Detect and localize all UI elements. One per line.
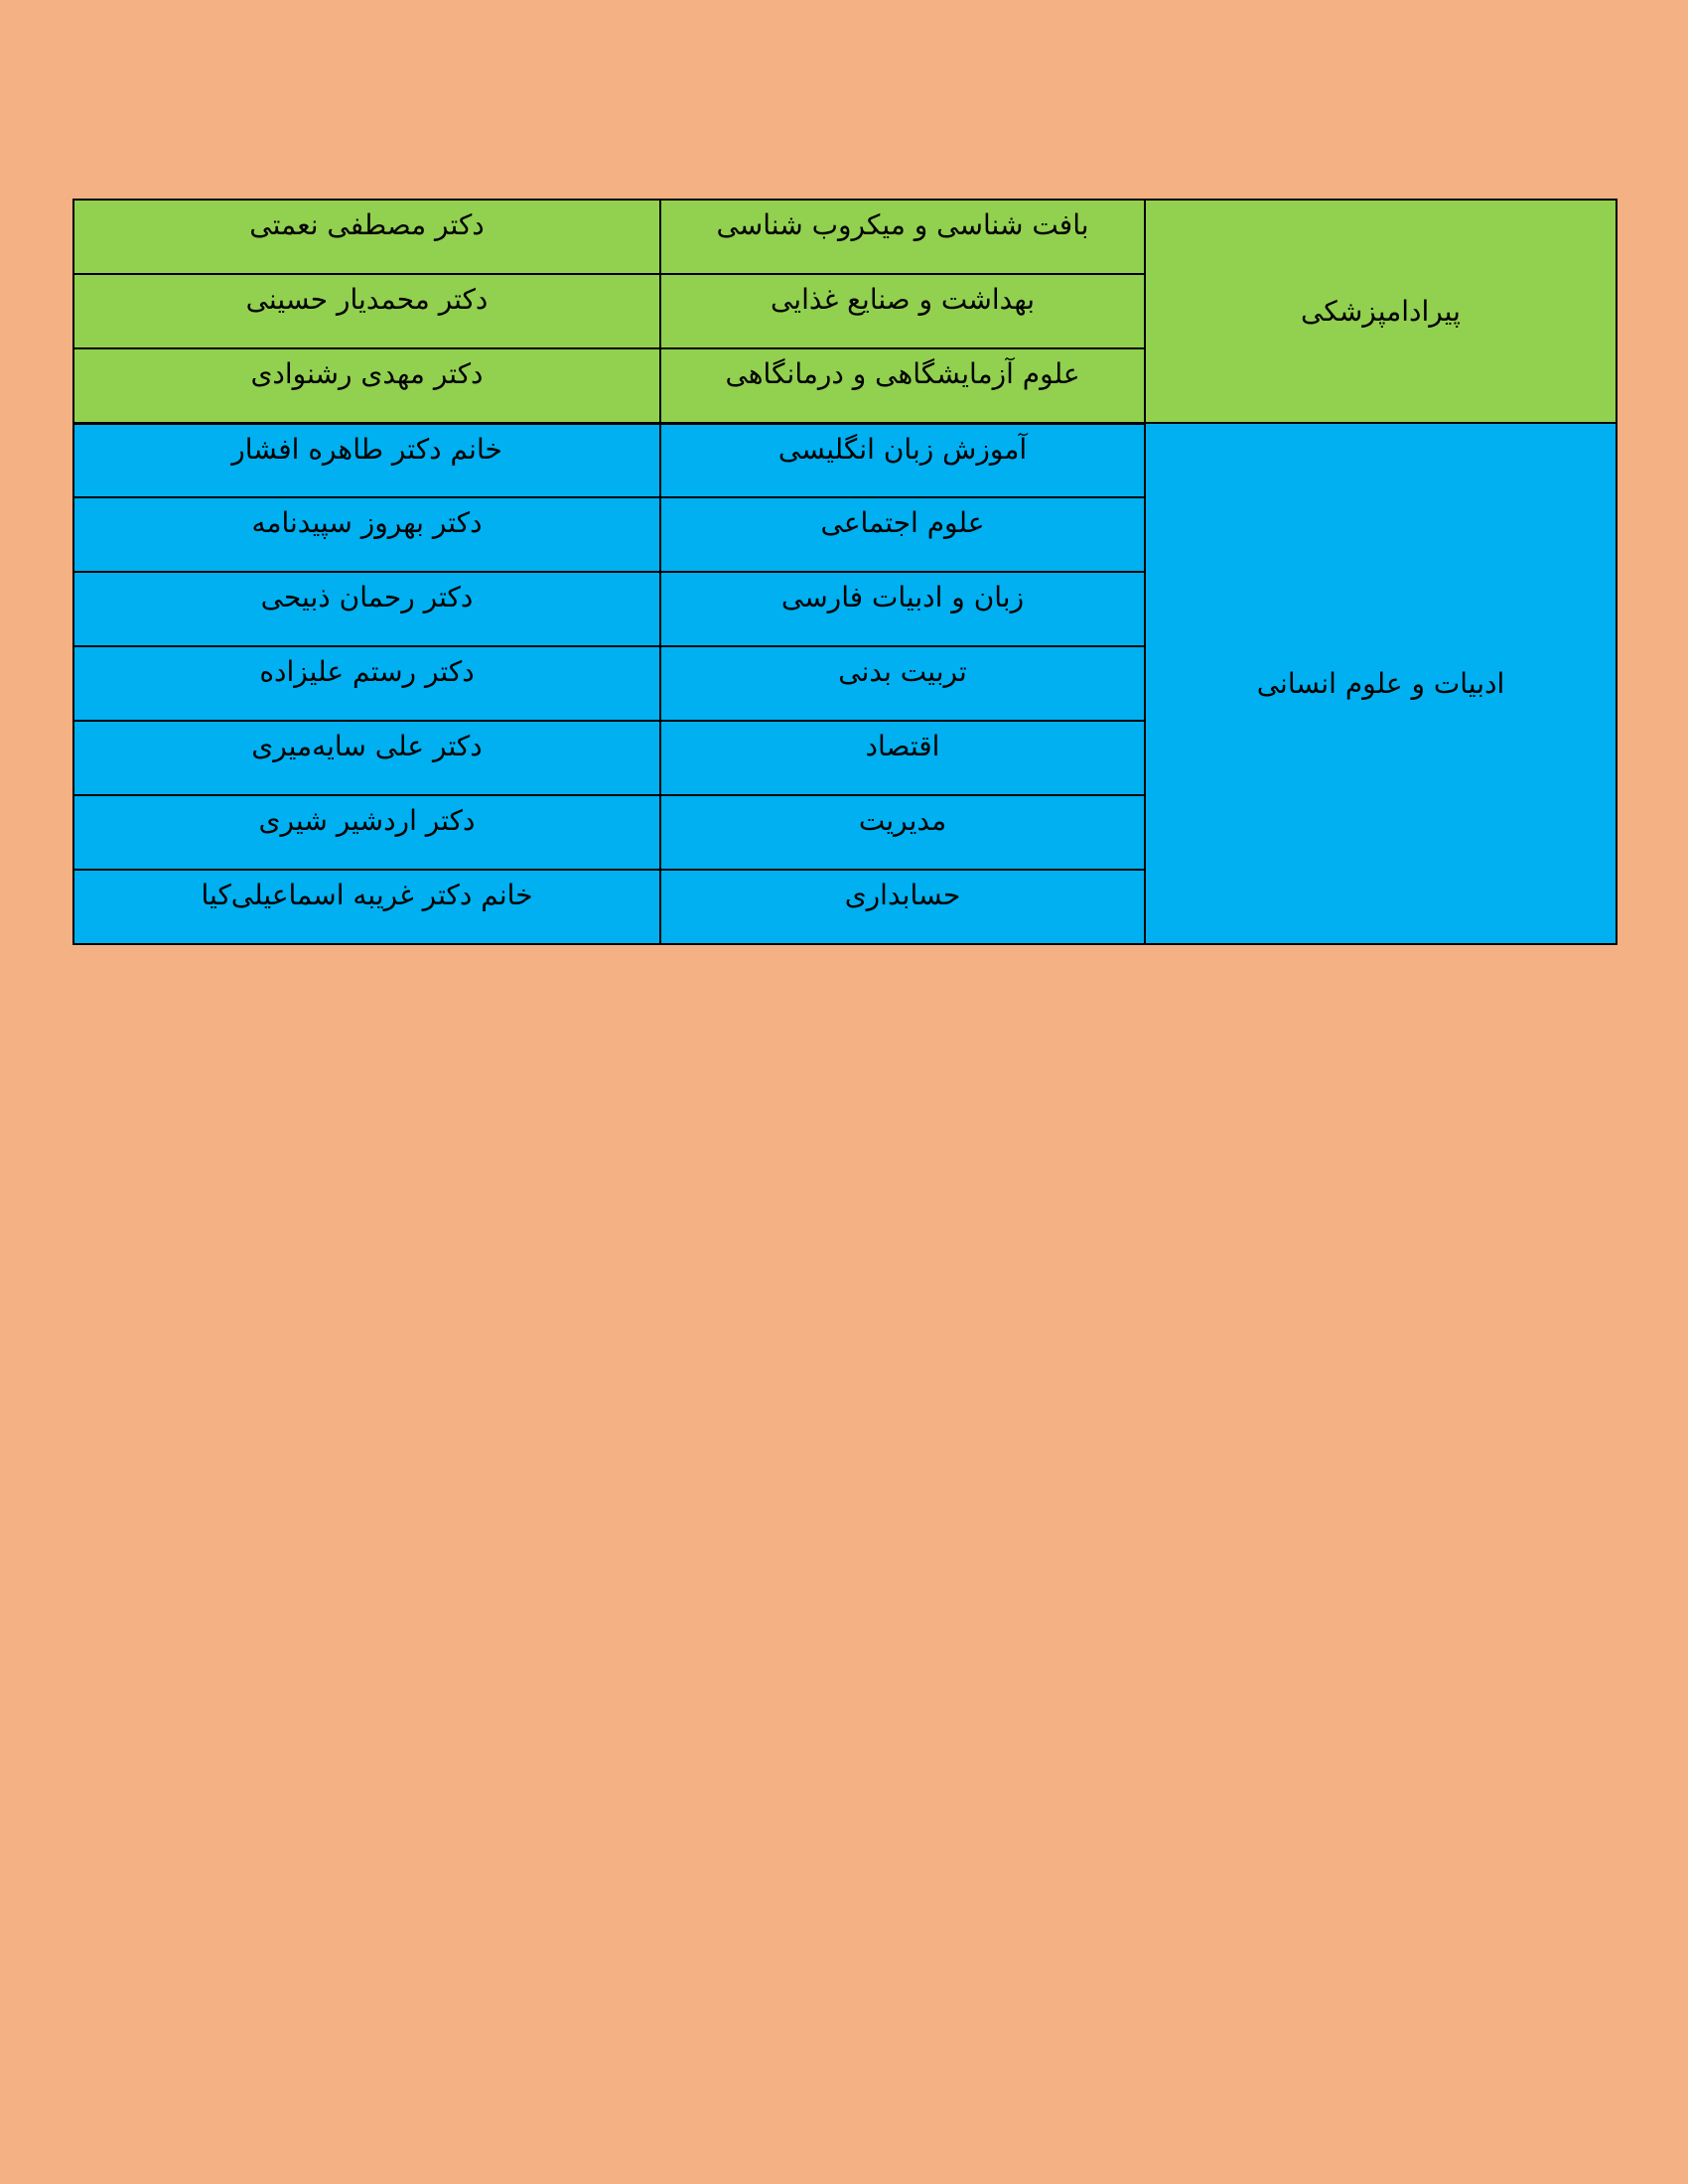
college-name: پیرادامپزشکی (1145, 200, 1617, 423)
department-head: خانم دکتر غریبه اسماعیلی‌کیا (73, 870, 660, 944)
department-head: دکتر مصطفی نعمتی (73, 200, 660, 274)
department-head: دکتر مهدی رشنوادی (73, 348, 660, 423)
table-row (73, 423, 1617, 497)
department-head: دکتر علی سایه‌میری (73, 721, 660, 795)
department-head: دکتر رحمان ذبیحی (73, 572, 660, 646)
college-name: ادبیات و علوم انسانی (1145, 423, 1617, 944)
department-name: مدیریت (660, 795, 1145, 870)
department-name: بافت شناسی و میکروب شناسی (660, 200, 1145, 274)
department-name: بهداشت و صنایع غذایی (660, 274, 1145, 348)
department-head: دکتر اردشیر شیری (73, 795, 660, 870)
department-name: حسابداری (660, 870, 1145, 944)
departments-table (72, 199, 1618, 945)
department-name: آموزش زبان انگلیسی (660, 423, 1145, 497)
department-head: دکتر محمدیار حسینی (73, 274, 660, 348)
department-head: دکتر بهروز سپیدنامه (73, 497, 660, 572)
department-name: علوم آزمایشگاهی و درمانگاهی (660, 348, 1145, 423)
table-row (73, 200, 1617, 274)
department-name: اقتصاد (660, 721, 1145, 795)
department-head: خانم دکتر طاهره افشار (73, 423, 660, 497)
departments-table-container (72, 199, 1616, 945)
department-name: علوم اجتماعی (660, 497, 1145, 572)
department-head: دکتر رستم علیزاده (73, 646, 660, 721)
department-name: تربیت بدنی (660, 646, 1145, 721)
department-name: زبان و ادبیات فارسی (660, 572, 1145, 646)
